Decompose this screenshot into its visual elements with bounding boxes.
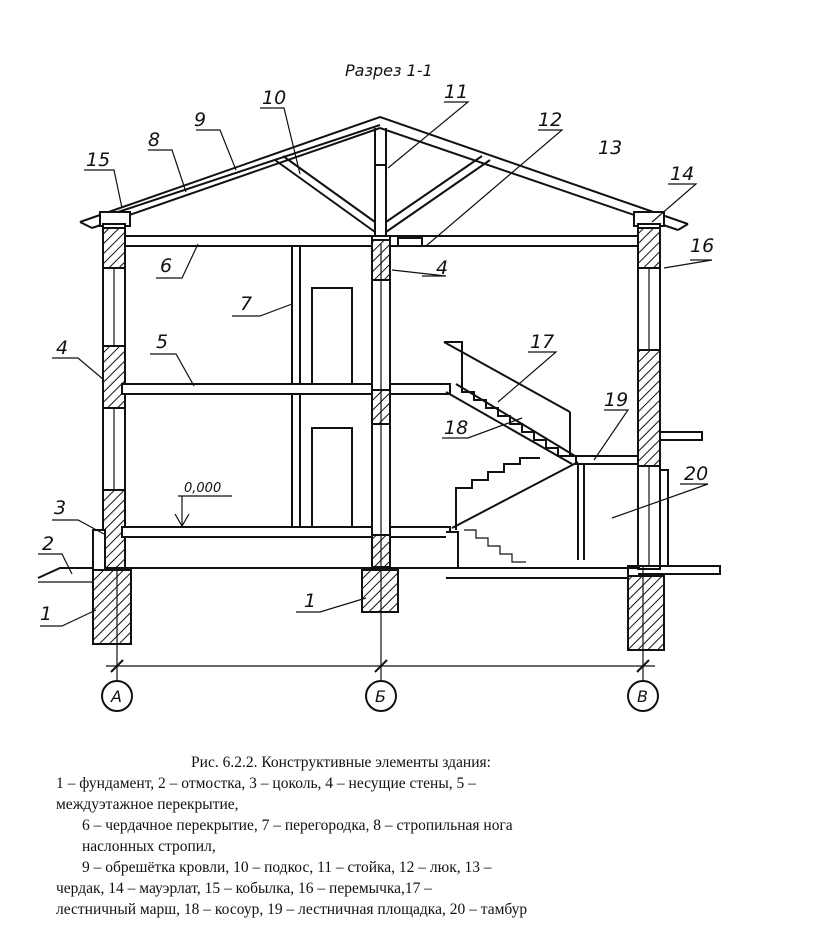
- label-vestibule: 20: [684, 463, 709, 485]
- level-mark-label: 0,000: [184, 481, 222, 496]
- caption-line: чердак, 14 – мауэрлат, 15 – кобылка, 16 – перемычка,17 –: [56, 880, 433, 897]
- roof: [80, 117, 688, 235]
- label-attic: 13: [598, 137, 623, 159]
- level-mark: [175, 496, 232, 526]
- axis-b: Б: [375, 687, 386, 706]
- axis-a: А: [111, 687, 122, 706]
- caption-line: 1 – фундамент, 2 – отмостка, 3 – цоколь, 4 – несущие стены, 5 –: [56, 775, 476, 792]
- label-stair-flight: 17: [530, 331, 555, 353]
- left-wall: [93, 224, 125, 570]
- caption-line: 6 – чердачное перекрытие, 7 – перегородка, 8 – стропильная нога: [82, 817, 513, 834]
- label-rafter: 8: [148, 129, 161, 151]
- label-foundation-middle: 1: [304, 590, 317, 612]
- figure-caption: [56, 752, 626, 920]
- caption-title: Рис. 6.2.2. Конструктивные элементы здания:: [191, 754, 491, 771]
- label-stringer: 18: [444, 417, 469, 439]
- label-foundation-left: 1: [40, 603, 53, 625]
- caption-line: междуэтажное перекрытие,: [56, 796, 239, 813]
- caption-line: лестничный марш, 18 – косоур, 19 – лестничная площадка, 20 – тамбур: [56, 901, 528, 918]
- caption-line: наслонных стропил,: [82, 838, 216, 855]
- label-plinth: 3: [54, 497, 67, 519]
- caption-line: 9 – обрешётка кровли, 10 – подкос, 11 – стойка, 12 – люк, 13 –: [82, 859, 492, 876]
- label-bearing-wall-middle: 4: [436, 257, 449, 279]
- label-floor-slab: 5: [156, 331, 169, 353]
- label-wall-plate: 14: [670, 163, 695, 185]
- label-bearing-wall-left: 4: [56, 337, 69, 359]
- foundations: [38, 568, 664, 650]
- label-sprocket: 15: [86, 149, 111, 171]
- label-blind-area: 2: [42, 533, 55, 555]
- vestibule: [446, 566, 720, 578]
- label-hatch: 12: [538, 109, 563, 131]
- label-attic-floor: 6: [160, 255, 173, 277]
- label-strut: 10: [262, 87, 287, 109]
- label-partition: 7: [240, 293, 253, 315]
- label-landing: 19: [604, 389, 629, 411]
- label-post: 11: [444, 81, 469, 103]
- axis-v: В: [637, 687, 648, 706]
- label-lintel: 16: [690, 235, 715, 257]
- section-title: Разрез 1-1: [345, 61, 433, 80]
- right-wall: [638, 224, 702, 569]
- label-roof-battens: 9: [194, 109, 207, 131]
- staircase: [444, 342, 638, 568]
